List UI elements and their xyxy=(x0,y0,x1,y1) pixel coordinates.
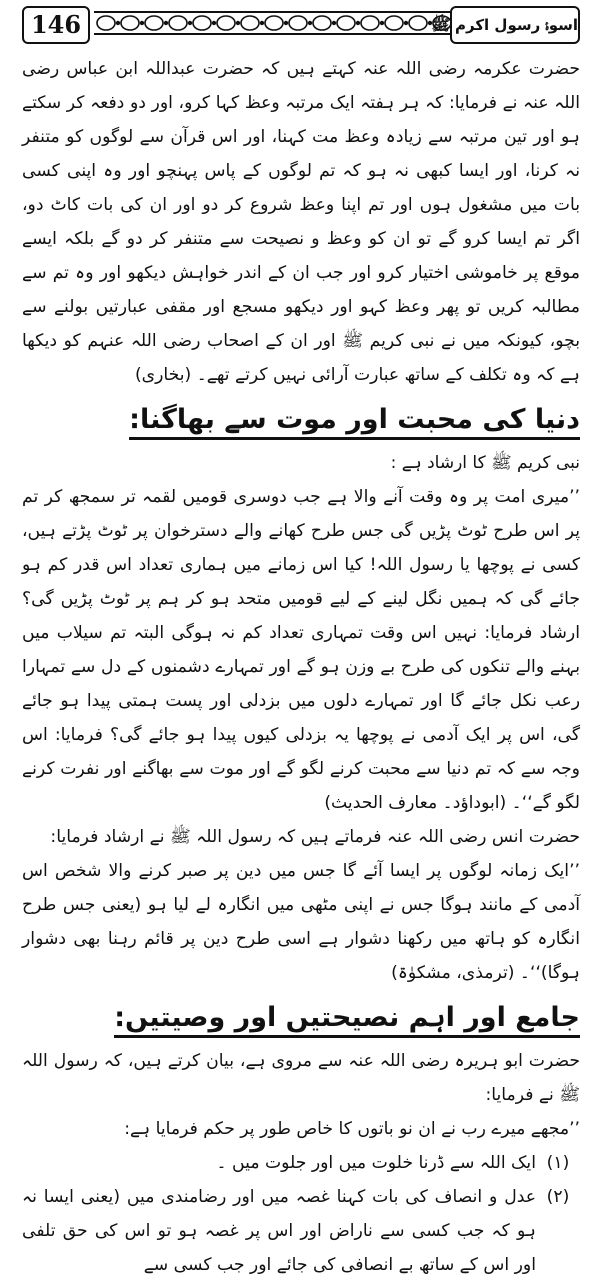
ornament-chain-icon xyxy=(94,9,454,37)
item-text: ایک اللہ سے ڈرنا خلوت میں اور جلوت میں ۔ xyxy=(216,1153,536,1173)
decorative-border xyxy=(94,9,454,37)
section-heading-advices xyxy=(22,996,580,1040)
list-item xyxy=(22,1146,580,1180)
section-heading-love-of-world xyxy=(22,398,580,442)
section-heading-text: جامع اور اہم نصیحتیں اور وصیتیں: xyxy=(114,1002,580,1038)
item-number: (۲) xyxy=(546,1187,570,1207)
item-text: عدل و انصاف کی بات کہنا غصہ میں اور رضامندی میں (یعنی ایسا نہ ہو کہ جب کسی سے ناراض اور اس پر غصہ ہو تو اس کی حق تلفی اور اس کے ساتھ بے انصافی کی جائے اور جب کسی سے xyxy=(22,1187,536,1275)
running-title: اسوۂ رسول اکرم ﷺ xyxy=(450,6,580,44)
intro-paragraph: حضرت عکرمہ رضی اللہ عنہ کہتے ہیں کہ حضرت عبداللہ ابن عباس رضی اللہ عنہ نے فرمایا: کہ ہر ہفتہ ایک مرتبہ وعظ کہا کرو، اور دو دفعہ کر سکتے ہو اور تین مرتبہ سے زیادہ وعظ مت کہنا، اور اس قرآن سے لوگوں کو متنفر نہ کرنا، اور ایسا کبھی نہ ہو کہ تم لوگوں کے پاس پہنچو اور وہ اپنی کسی بات میں مشغول ہوں اور تم اپنا وعظ شروع کر دو اور ان کی بات کاٹ دو، اگر تم ایسا کرو گے تو ان کو وعظ و نصیحت سے متنفر کر دو گے بلکہ ایسے موقع پر خاموشی اختیار کرو اور جب ان کے اندر خواہش دیکھو اور وہ تم سے مطالبہ کریں تو پھر وعظ کہو اور دیکھو مسجع اور مقفی عبارتیں بولنے سے بچو، کیونکہ میں نے نبی کریم ﷺ اور ان کے اصحاب رضی اللہ عنہم کو دیکھا ہے کہ وہ تکلف کے ساتھ عبارت آرائی نہیں کرتے تھے۔ (بخاری) xyxy=(22,59,580,385)
item-number: (۱) xyxy=(546,1153,570,1173)
hadith-text: ’’ایک زمانہ لوگوں پر ایسا آئے گا جس میں دین پر صبر کرنے والا شخص اس آدمی کے مانند ہوگا جس نے اپنی مٹھی میں انگارہ لے لیا ہو (یعنی جس طرح انگارہ کو ہاتھ میں رکھنا دشوار ہے اسی طرح دین پر قائم رہنا بھی دشوار ہوگا)‘‘۔ (ترمذی، مشکوٰۃ) xyxy=(22,861,580,983)
hadith-lead: حضرت انس رضی اللہ عنہ فرماتے ہیں کہ رسول اللہ ﷺ نے ارشاد فرمایا: xyxy=(50,827,580,847)
section-heading-text: دنیا کی محبت اور موت سے بھاگنا: xyxy=(129,404,580,440)
list-item xyxy=(22,1180,580,1282)
hadith-lead: نبی کریم ﷺ کا ارشاد ہے : xyxy=(390,453,580,473)
page-header xyxy=(22,6,580,42)
page-number: 146 xyxy=(22,6,90,44)
hadith-lead: حضرت ابو ہریرہ رضی اللہ عنہ سے مروی ہے، بیان کرتے ہیں، کہ رسول اللہ ﷺ نے فرمایا: xyxy=(22,1051,580,1105)
hadith-text: ’’میری امت پر وہ وقت آنے والا ہے جب دوسری قومیں لقمہ تر سمجھ کر تم پر اس طرح ٹوٹ پڑیں گی جس طرح کھانے والے دسترخوان پر ٹوٹ پڑتے ہیں، کسی نے پوچھا یا رسول اللہ! کیا اس زمانے میں ہماری تعداد اس قدر کم ہو جائے گی کہ ہمیں نگل لینے کے لیے قومیں متحد ہو کر ہم پر ٹوٹ پڑیں گی؟ ارشاد فرمایا: نہیں اس وقت تمہاری تعداد کم نہ ہوگی البتہ تم سیلاب میں بہنے والے تنکوں کی طرح بے وزن ہو گے اور تمہارے دشمنوں کے دل سے تمہارا رعب نکل جائے گا اور تمہارے دلوں میں بزدلی اور پست ہمتی پیدا ہو جائے گی، اس پر ایک آدمی نے پوچھا یہ بزدلی کیوں پیدا ہو جائے گی؟ فرمایا: اس وجہ سے کہ تم دنیا سے محبت کرنے لگو گے اور موت سے بھاگنے اور نفرت کرنے لگو گے‘‘۔ (ابوداؤد۔ معارف الحدیث) xyxy=(22,487,580,813)
hadith-quote: ’’مجھے میرے رب نے ان نو باتوں کا خاص طور پر حکم فرمایا ہے: xyxy=(124,1119,580,1139)
page-body xyxy=(22,52,580,1282)
